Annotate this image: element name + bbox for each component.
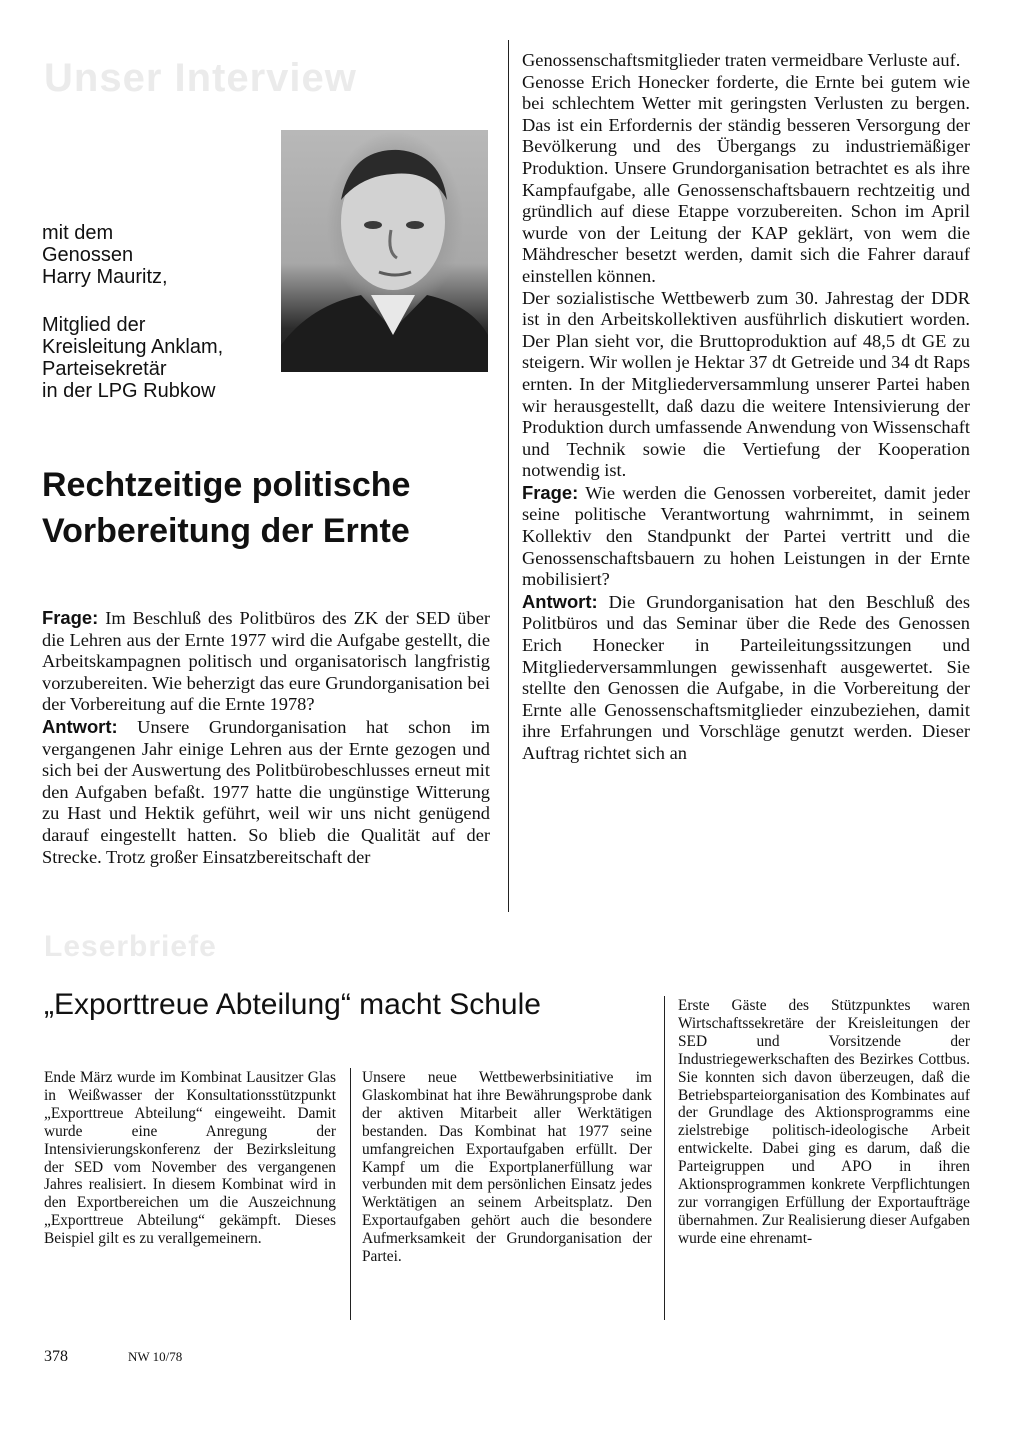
question-text: Im Beschluß des Politbüros des ZK der SED über die Lehren aus der Ernte 1977 wird die Aufgabe gestellt, die Arbeitskampagnen politisch und organisatorisch langfristig vorzubereiten. Wie beherzigt das eure Grundorganisation bei der Vorbereitung auf die Ernte 1978? bbox=[42, 608, 490, 715]
headline-line: Vorbereitung der Ernte bbox=[42, 512, 410, 550]
paragraph bbox=[522, 72, 970, 288]
portrait-figure bbox=[281, 130, 488, 372]
question-paragraph bbox=[522, 482, 970, 591]
question-text: Wie werden die Genossen vorbereitet, damit jeder seine politische Verantwortung wahrnimmt, in seinem Kollektiv den Standpunkt der Partei vertritt und die Genossenschaftsbauern zu hohen Leistungen in der Ernte mobilisiert? bbox=[522, 482, 970, 590]
headline-line: Rechtzeitige politische bbox=[42, 466, 411, 504]
intro-with-line: mit dem bbox=[42, 222, 114, 244]
intro-role-line: Kreisleitung Anklam, bbox=[42, 336, 224, 358]
answer-text: Die Grundorganisation hat den Beschluß des Politbüros und das Seminar über die Rede des Genossen Erich Honecker in Parteileitungssitzungen und Mitgliederversammlungen gewissenhaft ausgewertet. Sie stellte den Genossen die Aufgabe, in die Vorbereitung der Ernte alle Genossenschaftsmitglieder einzubeziehen, damit ihre Erfahrungen und Vorschläge genutzt werden. Dieser Auftrag richtet sich an bbox=[522, 591, 970, 763]
ghost-heading: Unser Interview bbox=[44, 56, 357, 100]
question-paragraph bbox=[42, 607, 490, 716]
column-divider bbox=[508, 40, 509, 912]
ghost-heading-bottom: Leserbriefe bbox=[44, 930, 217, 963]
intro-comrade-line: Genossen bbox=[42, 244, 134, 266]
question-label: Frage: bbox=[522, 481, 579, 503]
portrait-photo bbox=[281, 130, 488, 372]
paragraph bbox=[522, 288, 970, 482]
bottom-paragraph: Unsere neue Wettbewerbsinitiative im Glaskombinat hat ihre Bewährungsprobe dank der aktiven Mitarbeit aller Werktätigen bestanden. Das Kombinat hat 1977 seine umfangreichen Exportaufgaben erfüllt. Der Kampf um die Exportplanerfüllung war verbunden mit dem persönlichen Einsatz jedes Werktätigen an seinem Arbeitsplatz. Den Exportaufgaben gehört auch die besondere Aufmerksamkeit der Grundorganisation der Partei. bbox=[362, 1069, 652, 1266]
interview-intro bbox=[42, 222, 272, 402]
bottom-headline-text: „Exporttreue Abteilung“ macht Schule bbox=[44, 988, 541, 1021]
intro-role-line: in der LPG Rubkow bbox=[42, 380, 216, 402]
bottom-paragraph: Ende März wurde im Kombinat Lausitzer Glas in Weißwasser der Konsultationsstützpunkt „Exporttreue Abteilung“ eingeweiht. Damit wurde eine Anregung der Intensivierungskonferenz der Bezirksleitung der SED vom November des vergangenen Jahres realisiert. In diesem Kombinat wird in den Exportbereichen um die Auszeichnung „Exporttreue Abteilung“ gekämpft. Dieses Beispiel gilt es zu verallgemeinern. bbox=[44, 1069, 336, 1248]
answer-text: Unsere Grundorganisation hat schon im vergangenen Jahr einige Lehren aus der Ernte gezogen und sich bei der Auswertung des Politbürobeschlusses erneut mit den Aufgaben befaßt. 1977 hatte die ungünstige Witterung zu Hast und Hektik geführt, weil wir uns nicht genügend darauf eingestellt hatten. So blieb die Qualität auf der Strecke. Trotz großer Einsatzbereitschaft der bbox=[42, 716, 490, 867]
bottom-column-1 bbox=[44, 1069, 336, 1248]
paragraph-text: Genosse Erich Honecker forderte, die Ernte bei gutem wie bei schlechtem Wetter mit geringsten Verlusten zu bergen. Das ist ein Erfordernis der ständig besseren Versorgung der Bevölkerung und des Übergangs zu industriemäßiger Produktion. Unsere Grundorganisation betrachtet es als ihre Kampfaufgabe, alle Genossenschaftsbauern rechtzeitig und gründlich auf diese Etappe vorzubereiten. Schon im April wurde von der Leitung der KAP geklärt, von wem die Mähdrescher besetzt werden, damit sich die Fahrer darauf einstellen können. bbox=[522, 71, 970, 286]
interviewee-name: Harry Mauritz, bbox=[42, 266, 168, 288]
answer-paragraph bbox=[42, 716, 490, 868]
bottom-column-3 bbox=[678, 997, 970, 1248]
bottom-article-headline bbox=[44, 988, 541, 1022]
paragraph-text: Genossenschaftsmitglieder traten vermeidbare Verluste auf. bbox=[522, 50, 961, 70]
answer-label: Antwort: bbox=[42, 715, 118, 737]
column-divider bbox=[350, 1068, 351, 1320]
article-headline bbox=[42, 462, 492, 554]
issue-label: NW 10/78 bbox=[128, 1349, 183, 1364]
answer-paragraph bbox=[522, 591, 970, 765]
question-label: Frage: bbox=[42, 607, 99, 628]
right-column bbox=[522, 50, 970, 765]
intro-role-line: Parteisekretär bbox=[42, 358, 167, 380]
bottom-column-2 bbox=[362, 1069, 652, 1266]
left-column bbox=[42, 607, 490, 868]
paragraph-text: Der sozialistische Wettbewerb zum 30. Jahrestag der DDR ist in den Arbeitskollektiven ausführlich diskutiert worden. Der Plan sieht vor, die Bruttoproduktion auf 48,5 dt GE zu steigern. Wir wollen je Hektar 37 dt Getreide und 34 dt Raps ernten. In der Mitgliederversammlung unserer Partei haben wir herausgestellt, daß dazu die weitere Intensivierung der Produktion durch umfassende Anwendung von Wissenschaft und Technik sowie die Vertiefung der Kooperation notwendig ist. bbox=[522, 287, 970, 481]
paragraph bbox=[522, 50, 970, 72]
bottom-paragraph: Erste Gäste des Stützpunktes waren Wirtschaftssekretäre der Kreisleitungen der SED und Vorsitzende der Industriegewerkschaften des Bezirkes Cottbus. Sie konnten sich davon überzeugen, daß die Betriebsparteiorganisation des Kombinates auf der Grundlage des Aktionsprogramms eine zielstrebige politisch-ideologische Arbeit entwickelte. Dabei ging es darum, daß die Parteigruppen und APO in ihren Aktionsprogrammen konkrete Verpflichtungen zur vorrangigen Erfüllung der Exportaufträge übernahmen. Zur Realisierung dieser Aufgaben wurde eine ehrenamt- bbox=[678, 997, 970, 1247]
intro-role-line: Mitglied der bbox=[42, 314, 146, 336]
answer-label: Antwort: bbox=[522, 590, 598, 612]
page-number: 378 bbox=[44, 1348, 68, 1365]
column-divider bbox=[664, 996, 665, 1320]
